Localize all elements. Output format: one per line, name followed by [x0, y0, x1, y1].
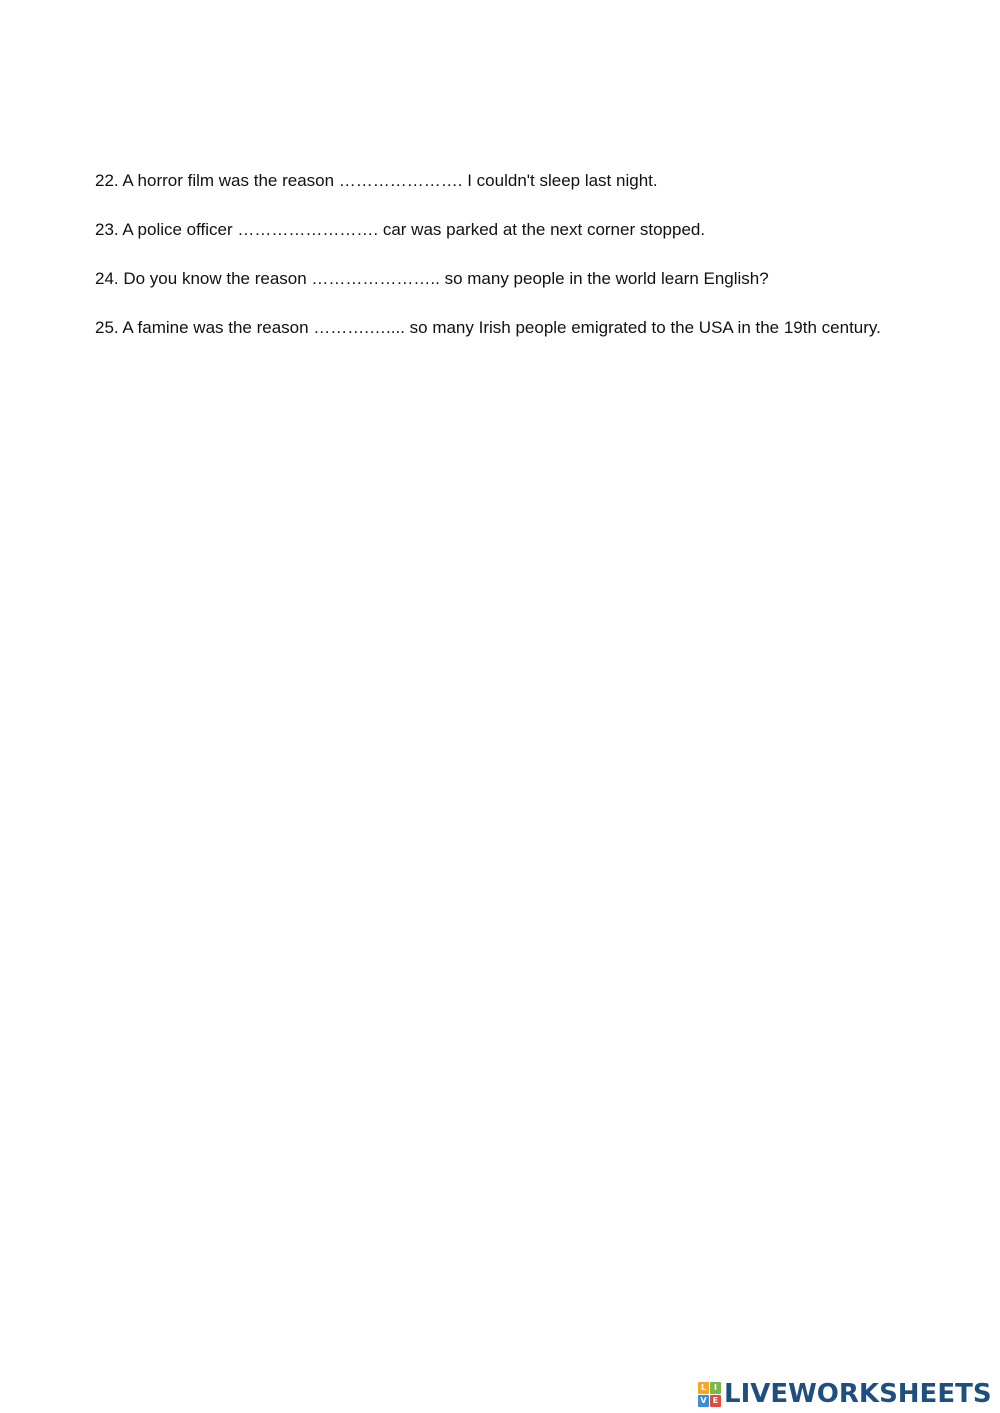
logo-tile: I	[710, 1382, 721, 1394]
question-22: 22. A horror film was the reason …………………. I couldn't sleep last night.	[95, 171, 658, 190]
question-23: 23. A police officer ……………………. car was parked at the next corner stopped.	[95, 220, 706, 239]
question-list	[95, 168, 895, 364]
logo-tile: E	[710, 1395, 721, 1407]
logo-text: LIVEWORKSHEETS	[724, 1379, 992, 1409]
liveworksheets-logo	[698, 1379, 992, 1409]
logo-mark-icon	[698, 1382, 720, 1406]
question-25: 25. A famine was the reason ……….….... so many Irish people emigrated to the USA in the 19th century.	[95, 318, 881, 337]
logo-tile: L	[698, 1382, 709, 1394]
logo-tile: V	[698, 1395, 709, 1407]
question-24: 24. Do you know the reason ………………….. so many people in the world learn English?	[95, 269, 769, 288]
